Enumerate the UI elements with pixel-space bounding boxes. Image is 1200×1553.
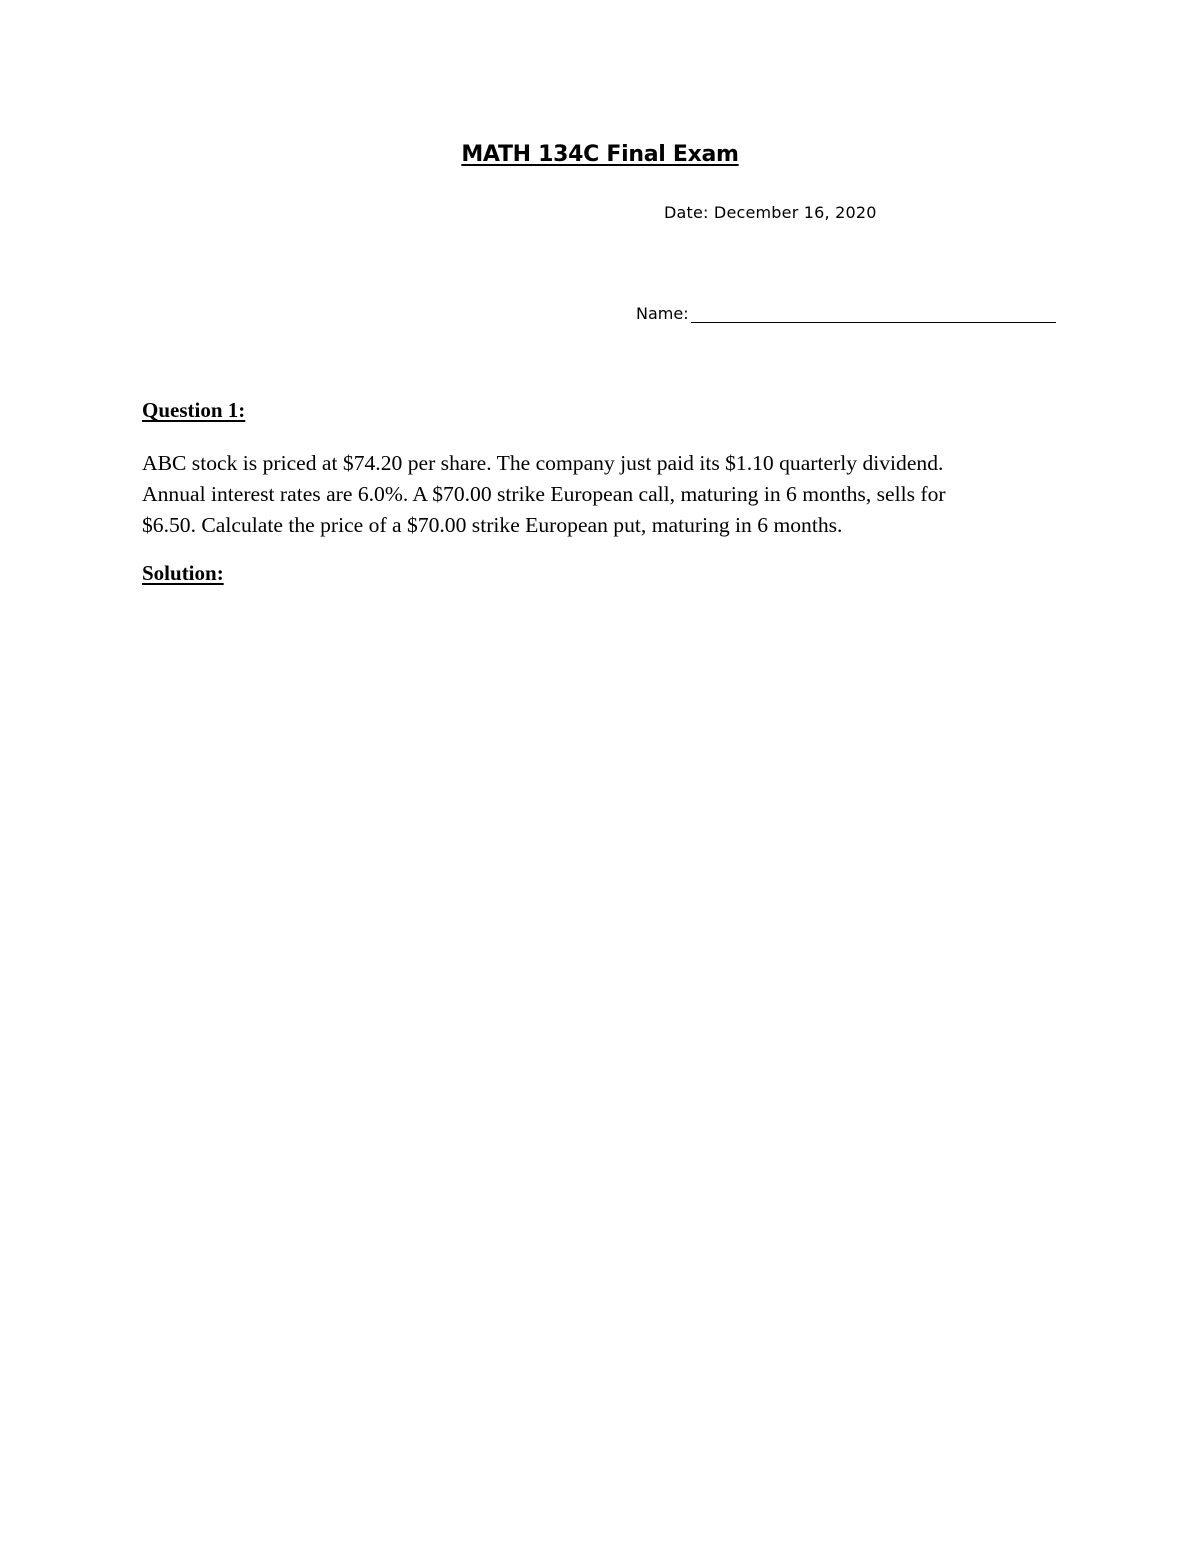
- name-field: [636, 304, 1056, 323]
- name-label: Name:: [636, 304, 689, 323]
- question-heading: Question 1:: [142, 398, 246, 422]
- question-line: $6.50. Calculate the price of a $70.00 strike European put, maturing in 6 months.: [142, 513, 843, 537]
- question-body: [142, 448, 1042, 541]
- exam-title-text: MATH 134C Final Exam: [461, 142, 739, 167]
- question-line: Annual interest rates are 6.0%. A $70.00 strike European call, maturing in 6 months, sells for: [142, 482, 946, 506]
- exam-title: [0, 142, 1200, 167]
- solution-heading: Solution:: [142, 561, 224, 585]
- name-blank-line: [691, 304, 1056, 323]
- question-line: ABC stock is priced at $74.20 per share. The company just paid its $1.10 quarterly dividend.: [142, 451, 944, 475]
- exam-date: Date: December 16, 2020: [664, 203, 877, 222]
